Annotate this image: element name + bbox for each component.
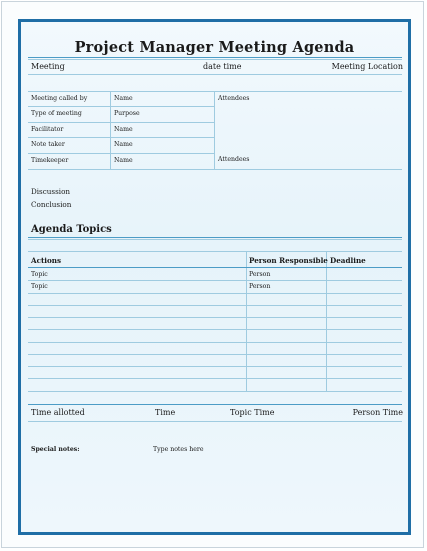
title-rule <box>28 57 402 58</box>
roles-top-rule <box>28 91 402 92</box>
time-label[interactable]: Time <box>155 408 176 417</box>
meeting-label[interactable]: Meeting <box>31 62 65 71</box>
table-row-rule <box>28 293 402 294</box>
role-rule <box>28 137 214 138</box>
role-rule <box>28 122 214 123</box>
table-col-divider <box>246 251 247 391</box>
table-col-divider <box>326 251 327 391</box>
row-person[interactable]: Person <box>249 283 271 290</box>
role-value-timekeeper[interactable]: Name <box>114 157 133 164</box>
time-rule <box>28 404 402 405</box>
role-label-facilitator: Facilitator <box>31 126 64 133</box>
table-header-rule <box>28 267 402 268</box>
agenda-topics-heading: Agenda Topics <box>31 224 112 235</box>
table-row-rule <box>28 354 402 355</box>
header-rule <box>28 74 402 75</box>
special-notes-field[interactable]: Type notes here <box>153 446 204 453</box>
role-rule <box>28 153 214 154</box>
role-label-called-by: Meeting called by <box>31 95 88 102</box>
table-row-rule <box>28 317 402 318</box>
table-row-rule <box>28 342 402 343</box>
agenda-rule-thin <box>28 239 402 240</box>
role-value-note-taker[interactable]: Name <box>114 141 133 148</box>
title-rule-thin <box>28 59 402 60</box>
document-title: Project Manager Meeting Agenda <box>74 39 355 56</box>
date-time-label[interactable]: date time <box>203 62 242 71</box>
table-bottom-rule <box>28 391 402 392</box>
table-top-rule <box>28 251 402 252</box>
row-person[interactable]: Person <box>249 271 271 278</box>
table-row-rule <box>28 280 402 281</box>
table-header-person: Person Responsible <box>249 256 328 265</box>
roles-divider <box>110 91 111 169</box>
table-row-rule <box>28 378 402 379</box>
table-row-rule <box>28 305 402 306</box>
role-label-type: Type of meeting <box>31 110 82 117</box>
table-row-rule <box>28 329 402 330</box>
role-label-note-taker: Note taker <box>31 141 65 148</box>
agenda-rule <box>28 237 402 238</box>
agenda-sheet <box>18 19 411 535</box>
time-allotted-label[interactable]: Time allotted <box>31 408 85 417</box>
table-header-actions: Actions <box>31 256 62 265</box>
discussion-label[interactable]: Discussion <box>31 187 71 196</box>
role-rule <box>28 106 214 107</box>
row-action[interactable]: Topic <box>31 283 48 290</box>
meeting-location-label[interactable]: Meeting Location <box>331 62 403 71</box>
special-notes-label: Special notes: <box>31 446 80 453</box>
time-bottom-rule <box>28 421 402 422</box>
attendees-field-bottom[interactable]: Attendees <box>218 156 250 163</box>
person-time-label[interactable]: Person Time <box>352 408 403 417</box>
page-frame <box>1 1 424 548</box>
row-action[interactable]: Topic <box>31 271 48 278</box>
role-value-type[interactable]: Purpose <box>114 110 140 117</box>
attendees-field-top[interactable]: Attendees <box>218 95 250 102</box>
roles-bottom-rule <box>28 169 402 170</box>
conclusion-label[interactable]: Conclusion <box>31 200 72 209</box>
table-header-deadline: Deadline <box>330 256 366 265</box>
table-row-rule <box>28 366 402 367</box>
role-value-called-by[interactable]: Name <box>114 95 133 102</box>
role-label-timekeeper: Timekeeper <box>31 157 69 164</box>
role-value-facilitator[interactable]: Name <box>114 126 133 133</box>
topic-time-label[interactable]: Topic Time <box>230 408 275 417</box>
attendees-divider <box>214 91 215 169</box>
